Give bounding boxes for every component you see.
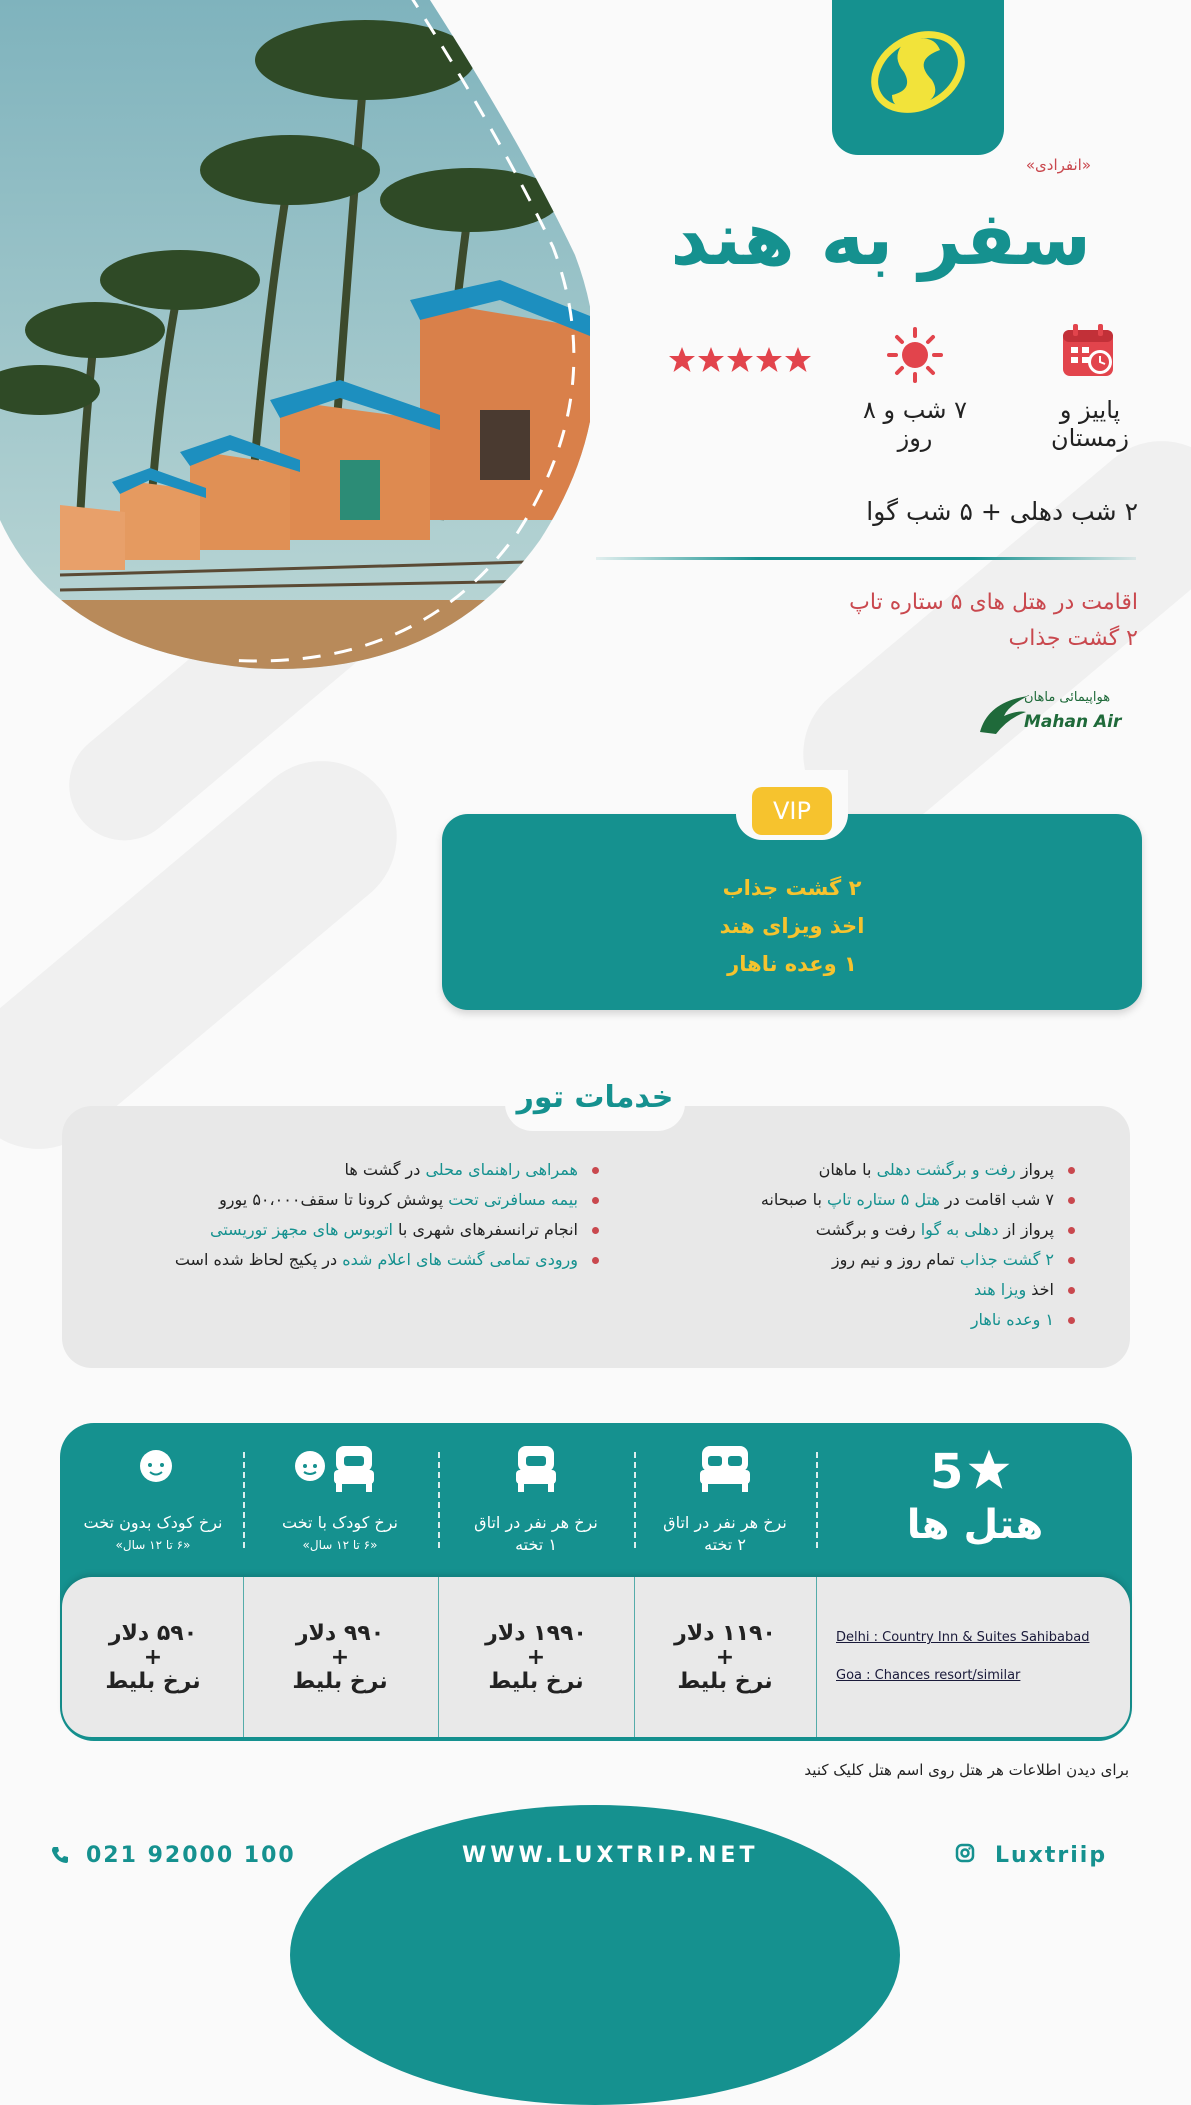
services-title: خدمات تور [516,1080,674,1115]
bullet-icon [592,1257,599,1264]
phone-number[interactable]: 021 92000 100 [86,1843,296,1868]
hotels-label: هتل ها [906,1502,1044,1548]
price-suffix: نرخ بلیط [677,1669,773,1694]
price-cell [446,1622,626,1694]
bullet-icon [1068,1287,1075,1294]
service-text: پرواز از [998,1220,1054,1239]
column-divider [816,1577,817,1737]
service-text: ۷ شب اقامت در [939,1190,1054,1209]
price-column-header [63,1512,243,1556]
service-highlight: ورودی تمامی گشت های اعلام شده [342,1250,578,1269]
highlight-item: ۲ گشت جذاب [1008,626,1138,651]
service-item [971,1310,1075,1329]
stars-rating [668,346,814,378]
service-item [816,1220,1075,1239]
price-plus: + [330,1645,350,1670]
website-link[interactable]: WWW.LUXTRIP.NET [462,1843,759,1868]
star-icon [966,1448,1012,1492]
price-cell [250,1622,430,1694]
instagram-icon [955,1843,975,1867]
service-text: انجام ترانسفرهای شهری با [392,1220,578,1239]
bullet-icon [592,1227,599,1234]
vip-card [442,814,1142,1010]
vip-badge: VIP [752,787,832,835]
service-highlight: بیمه مسافرتی تحت [448,1190,578,1209]
column-title: نرخ کودک با تخت [281,1513,398,1532]
child-bed-icon [292,1444,384,1498]
hero-image [0,0,590,670]
bullet-icon [592,1167,599,1174]
price-price: ۹۹۰ دلار [295,1621,385,1646]
airline-name-en: Mahan Air [1024,712,1122,732]
sun-icon [886,326,944,388]
airline-name-fa: هواپیمائی ماهان [1024,690,1111,705]
bullet-icon [1068,1197,1075,1204]
service-text: با ماهان [818,1160,877,1179]
bullet-icon [1068,1227,1075,1234]
bed-single-icon [514,1444,558,1498]
column-title: نرخ کودک بدون تخت [83,1513,223,1532]
solo-label: «انفرادی» [1025,156,1091,174]
hotel-link-delhi[interactable]: Delhi : Country Inn & Suites Sahibabad [836,1630,1090,1645]
airline-logo [978,686,1138,746]
column-divider [438,1452,440,1548]
price-cell [63,1622,243,1694]
price-price: ۱۱۹۰ دلار [674,1621,776,1646]
service-item [210,1220,599,1239]
bullet-icon [1068,1317,1075,1324]
service-text: در گشت ها [344,1160,426,1179]
price-suffix: نرخ بلیط [292,1669,388,1694]
service-item [819,1160,1075,1179]
season-label: پاییز و زمستان [1050,396,1130,452]
bed-double-icon [698,1444,752,1498]
column-subtitle: ۲ تخته [704,1535,746,1554]
service-item [219,1190,599,1209]
vip-item: اخذ ویزای هند [719,914,865,938]
service-highlight: هتل ۵ ستاره تاپ [827,1190,940,1209]
column-subtitle: ۱ تخته [515,1535,557,1554]
price-suffix: نرخ بلیط [105,1669,201,1694]
divider [596,557,1136,560]
baby-icon [138,1448,174,1488]
price-plus: + [143,1645,163,1670]
column-divider [243,1577,244,1737]
column-title: نرخ هر نفر در اتاق [474,1513,598,1532]
service-text: با صبحانه [760,1190,827,1209]
column-title: نرخ هر نفر در اتاق [663,1513,787,1532]
service-highlight: اتوبوس های مجهز توریستی [210,1220,393,1239]
price-column-header [446,1512,626,1556]
service-text: رفت و برگشت [815,1220,921,1239]
hotel-click-note: برای دیدن اطلاعات هر هتل روی اسم هتل کلیک کنید [804,1761,1129,1779]
service-item [832,1250,1075,1269]
price-suffix: نرخ بلیط [488,1669,584,1694]
service-item [974,1280,1075,1299]
bullet-icon [1068,1257,1075,1264]
service-text: پرواز [1015,1160,1054,1179]
service-highlight: ۲ گشت جذاب [959,1250,1054,1269]
brand-logo[interactable] [832,0,1004,155]
column-divider [816,1452,818,1548]
vip-item: ۱ وعده ناهار [727,952,857,976]
service-highlight: رفت و برگشت دهلی [876,1160,1016,1179]
bullet-icon [592,1197,599,1204]
service-text: اخذ [1026,1280,1054,1299]
price-cell [635,1622,815,1694]
duration-label: ۷ شب و ۸ روز [863,396,967,452]
price-plus: + [526,1645,546,1670]
hotel-link-goa[interactable]: Goa : Chances resort/similar [836,1668,1021,1683]
service-text: در پکیج لحاظ شده است [174,1250,343,1269]
service-highlight: همراهی راهنمای محلی [425,1160,578,1179]
service-highlight: ویزا هند [973,1280,1027,1299]
phone-icon [50,1845,70,1869]
service-text: پوشش کرونا تا سقف۵۰،۰۰۰ یورو [219,1190,449,1209]
service-highlight: ۱ وعده ناهار [970,1310,1054,1329]
page-title: سفر به هند [670,196,1091,282]
service-text: تمام روز و نیم روز [831,1250,960,1269]
bullet-icon [1068,1167,1075,1174]
column-divider [243,1452,245,1548]
column-subtitle: «۶ تا ۱۲ سال» [302,1538,378,1552]
calendar-icon [1060,322,1116,384]
price-column-header [635,1512,815,1556]
hotel-stars-header [930,1444,1020,1500]
vip-item: ۲ گشت جذاب [722,876,862,900]
service-highlight: دهلی به گوا [920,1220,999,1239]
service-item [344,1160,599,1179]
highlight-item: اقامت در هتل های ۵ ستاره تاپ [849,590,1138,615]
column-subtitle: «۶ تا ۱۲ سال» [115,1538,191,1552]
service-item [175,1250,599,1269]
price-price: ۱۹۹۰ دلار [485,1621,587,1646]
hotel-stars-count: 5 [930,1444,964,1500]
service-item [761,1190,1075,1209]
price-price: ۵۹۰ دلار [108,1621,198,1646]
price-column-header [250,1512,430,1556]
route-text: ۲ شب دهلی + ۵ شب گوا [866,497,1138,526]
column-divider [438,1577,439,1737]
price-plus: + [715,1645,735,1670]
instagram-handle[interactable]: Luxtriip [995,1843,1108,1868]
